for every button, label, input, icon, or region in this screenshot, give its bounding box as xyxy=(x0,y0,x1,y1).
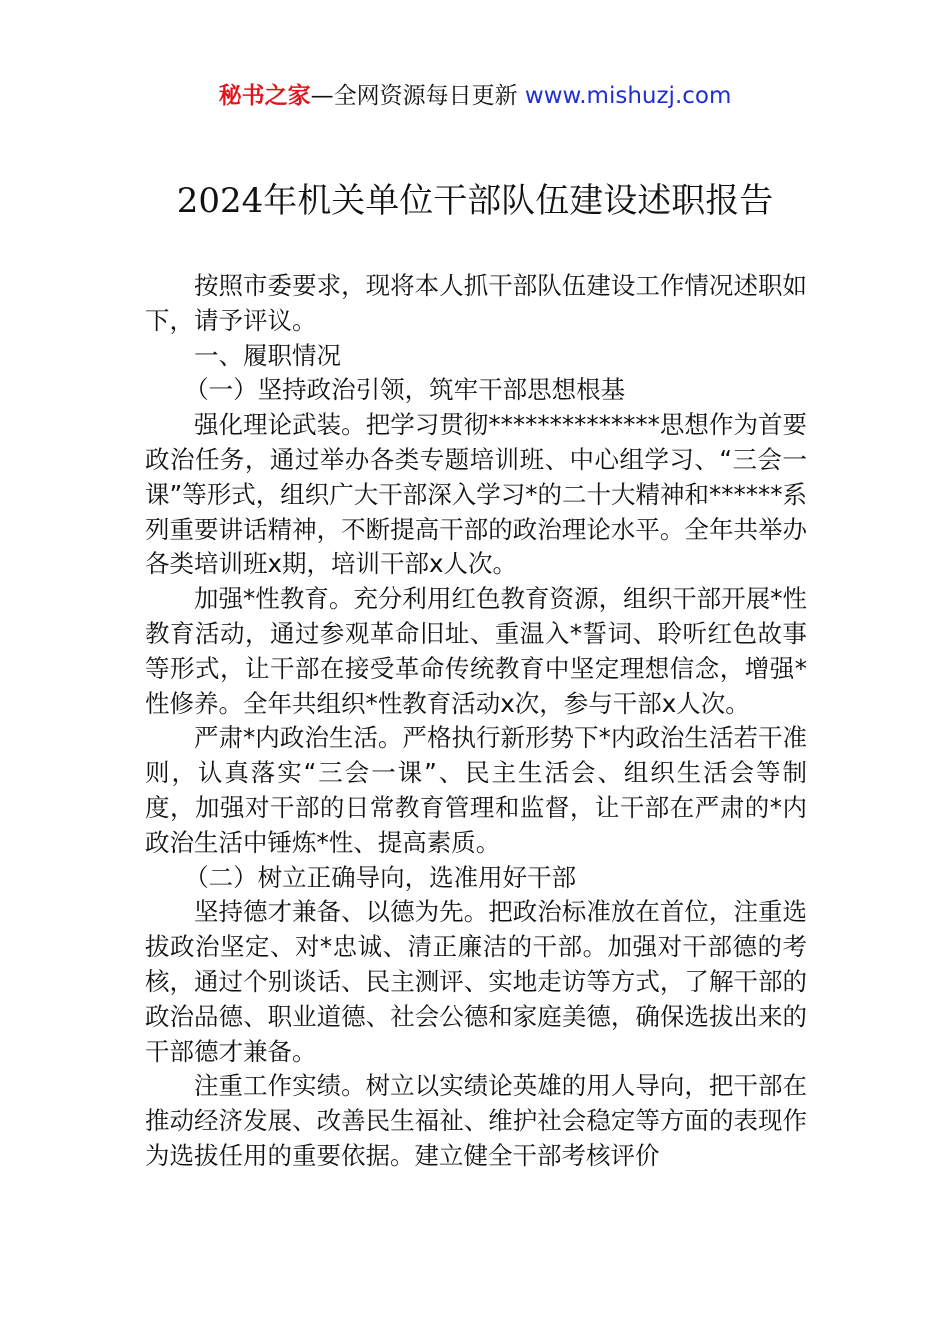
subsection-heading: （一）坚持政治引领，筑牢干部思想根基 xyxy=(184,375,626,405)
subsection-heading: （二）树立正确导向，选准用好干部 xyxy=(184,862,577,892)
paragraph: 注重工作实绩。树立以实绩论英雄的用人导向，把干部在推动经济发展、改善民生福祉、维护社会稳定等方面的表现作为选拔任用的重要依据。建立健全干部考核评价 xyxy=(145,1071,807,1170)
paragraph: 加强*性教育。充分利用红色教育资源，组织干部开展*性教育活动，通过参观革命旧址、重温入*誓词、聆听红色故事等形式，让干部在接受革命传统教育中坚定理想信念，增强*性修养。全年共组织*性教育活动x次，参与干部x人次。 xyxy=(145,584,807,718)
paragraph: 强化理论武装。把学习贯彻**************思想作为首要政治任务，通过举办各类专题培训班、中心组学习、“三会一课”等形式，组织广大干部深入学习*的二十大精神和******系列重要讲话精神，不断提高干部的政治理论水平。全年共举办各类培训班x期，培训干部x人次。 xyxy=(145,410,807,579)
paragraph: 坚持德才兼备、以德为先。把政治标准放在首位，注重选拔政治坚定、对*忠诚、清正廉洁的干部。加强对干部德的考核，通过个别谈话、民主测评、实地走访等方式，了解干部的政治品德、职业道德、社会公德和家庭美德，确保选拔出来的干部德才兼备。 xyxy=(145,897,807,1066)
section-heading: 一、履职情况 xyxy=(194,340,341,370)
header-tagline: —全网资源每日更新 xyxy=(310,83,518,109)
site-header xyxy=(0,80,950,112)
brand-name: 秘书之家 xyxy=(218,83,311,109)
site-url: www.mishuzj.com xyxy=(524,83,732,109)
paragraph: 严肃*内政治生活。严格执行新形势下*内政治生活若干准则，认真落实“三会一课”、民主生活会、组织生活会等制度，加强对干部的日常教育管理和监督，让干部在严肃的*内政治生活中锤炼*性、提高素质。 xyxy=(145,723,807,857)
document-body xyxy=(145,269,807,1174)
paragraph-intro: 按照市委要求，现将本人抓干部队伍建设工作情况述职如下，请予评议。 xyxy=(145,271,807,335)
document-title: 2024年机关单位干部队伍建设述职报告 xyxy=(176,181,774,221)
